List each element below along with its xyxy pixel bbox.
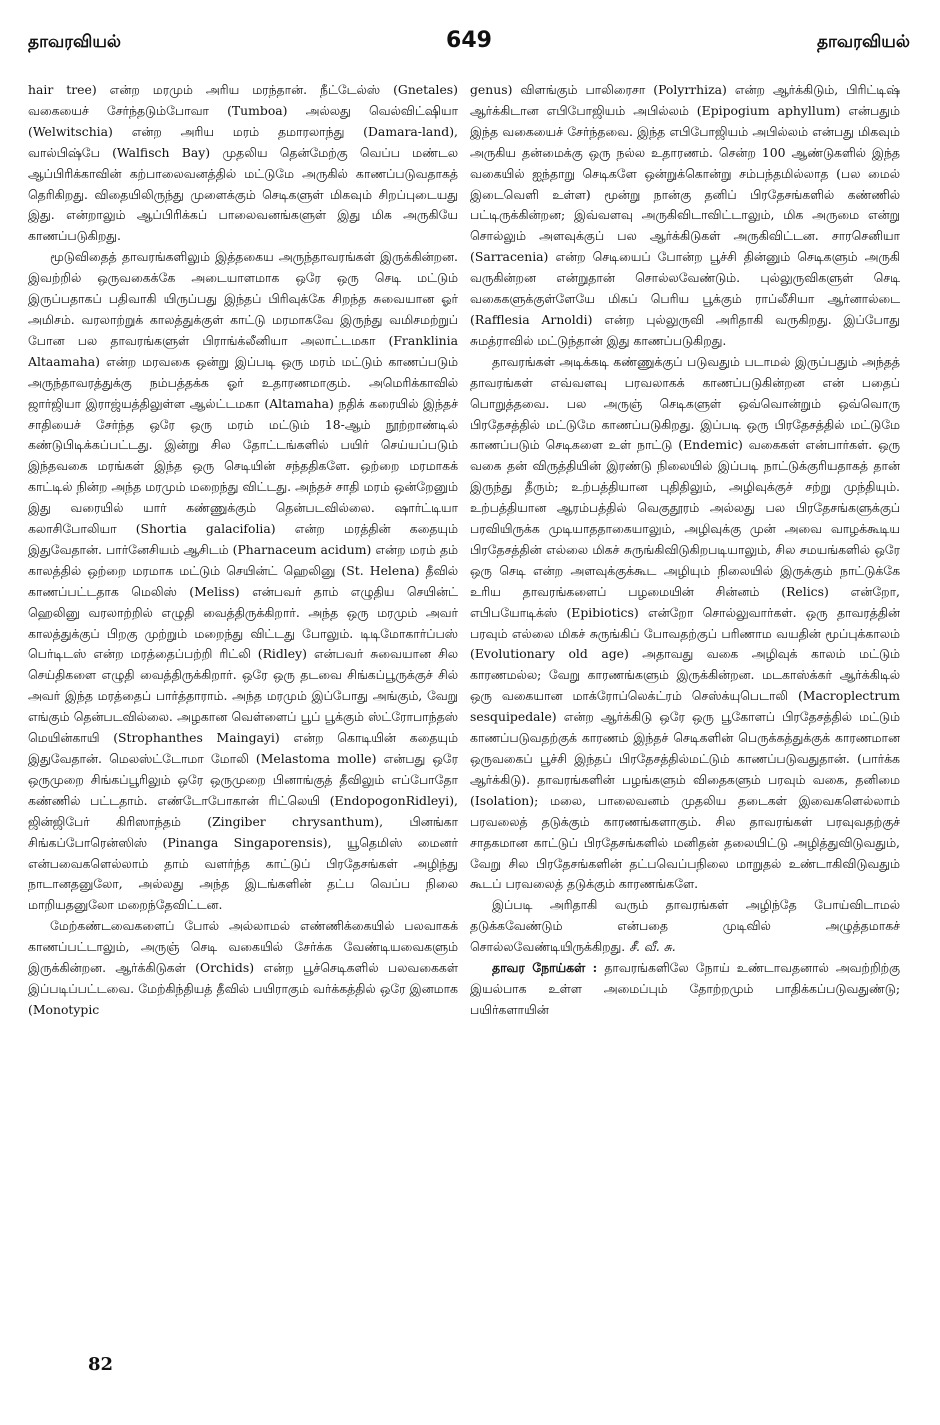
paragraph-text: தாவரங்களிலே நோய் உண்டாவதனால் அவற்றிற்கு இயல்பாக உள்ள அமைப்பும் தோற்றமும் பாதிக்கப்படுவதுண்டு; பயிர்களாயின் (470, 960, 900, 1017)
paragraph: தாவரங்கள் அடிக்கடி கண்ணுக்குப் படுவதும் படாமல் இருப்பதும் அந்தத் தாவரங்கள் எவ்வளவு பரவலாகக் காணப்படுகின்றன என் பதைப் பொறுத்தவை. பல அருஞ் செடிகளுள் ஒவ்வொன்றும் ஒவ்வொரு பிரதேசத்தில் மட்டுமே காணப்படுகிறது. இப்படி ஒரு பிரதேசத்தில் மட்டுமே காணப்படும் செடிகளை உள் நாட்டு (Endemic) வகைகள் என்பார்கள். ஒரு வகை தன் விருத்தியின் இரண்டு நிலையில் இப்படி நாட்டுக்குரியதாகத் தான் இருந்து தீரும்; உற்பத்தியான புதிதிலும், அழிவுக்குச் சற்று முந்தியும். உற்பத்தியான ஆரம்பத்தில் வெகுதூரம் அல்லது பல பிரதேசங்களுக்குப் பரவியிருக்க முடியாததாகையாலும், அழிவுக்கு முன் அவை வாழக்கூடிய பிரதேசத்தின் எல்லை மிகச் சுருங்கிவிடுகிறபடியாலும், சில சமயங்களில் ஒரே ஒரு செடி என்ற அளவுக்குக்கூட அழியும் நிலையில் இருக்கும் நாட்டுக்கே உரிய தாவரங்களைப் பழமையின் சின்னம் (Relics) என்றோ, எபிபயோடிக்ஸ் (Epibiotics) என்றோ சொல்லுவார்கள். ஒரு தாவரத்தின் பரவும் எல்லை மிகச் சுருங்கிப் போவதற்குப் பரிணாம வயதின் மூப்புக்காலம் (Evolutionary old age) அதாவது வகை அழிவுக் காலம் மட்டும் காரணமல்ல; வேறு காரணங்களும் இருக்கின்றன. மடகாஸ்க்கர் ஆர்க்கிடில் ஒரு வகையான மாக்ரோப்லெக்ட்ரம் செஸ்க்யுபெடாலி (Macroplectrum sesquipedale) என்ற ஆர்க்கிடு ஒரே ஒரு பூகோளப் பிரதேசத்தில் மட்டும் காணப்படுவதற்குக் காரணம் இந்தச் செடிகளின் பெருக்கத்துக்குக் காரணமான ஒருவகைப் பூச்சி இந்தப் பிரதேசத்தில்மட்டும் காணப்படுவதுதான். (பார்க்க ஆர்க்கிடு). தாவரங்களின் பழங்களும் விதைகளும் பரவும் வகை, தனிமை (Isolation); மலை, பாலைவனம் முதலிய தடைகள் இவைகளெல்லாம் பரவலைத் தடுக்கும் காரணங்களாகும். சில தாவரங்கள் பரவுவதற்குச் சாதகமான காட்டுப் பிரதேசங்களில் மனிதன் தலையிட்டு அழித்துவிடுவதும், வேறு சில பிரதேசங்களின் தட்பவெப்பநிலை மாறுதல் உண்டாகிவிடுவதும் கூடப் பரவலைத் தடுக்கும் காரணங்களே. (470, 353, 900, 892)
running-title-right: தாவரவியல் (816, 32, 910, 52)
page-header (28, 28, 910, 62)
paragraph: மேற்கண்டவைகளைப் போல் அல்லாமல் எண்ணிக்கையில் பலவாகக் காணப்பட்டாலும், அருஞ் செடி வகையில் சேர்க்க வேண்டியவைகளும் இருக்கின்றன. ஆர்க்கிடுகள் (Orchids) என்ற பூச்செடிகளில் பலவகைகள் இப்படிப்பட்டவை. மேற்கிந்தியத் தீவில் பயிராகும் வர்க்கத்தில் ஒரே இனமாக (Monotypic (28, 918, 458, 1017)
left-text-column (28, 80, 458, 1350)
entry-heading: தாவர நோய்கள் : (492, 960, 598, 976)
paragraph: hair tree) என்ற மரமும் அரிய மரந்தான். நீட்டேல்ஸ் (Gnetales) வகையைச் சேர்ந்தடும்போவா (Tumboa) அல்லது வெல்விட்ஷியா (Welwitschia) என்ற அரிய மரம் தமாரலாந்து (Damara-land), வால்பிஷ்பே (Walfisch Bay) முதலிய தென்மேற்கு வெப்ப மண்டல ஆப்பிரிக்காவின் கற்பாலைவனத்தில் மட்டுமே அருகில் காணப்படுவதாகத் தெரிகிறது. விதையிலிருந்து முளைக்கும் செடிகளுள் மிகவும் சிறப்புடையது இது. என்றாலும் ஆப்பிரிக்கப் பாலைவனங்களுள் இது மிக அருகியே காணப்படுகிறது. (28, 82, 458, 244)
paragraph: genus) விளங்கும் பாலிரைசா (Polyrrhiza) என்ற ஆர்க்கிடும், பிரிட்டிஷ் ஆர்க்கிடான எபிபோஜியம் அபில்லம் (Epipogium aphyllum) என்பதும் இந்த வகையைச் சேர்ந்தவை. இந்த எபிபோஜியம் அபில்லம் என்பது மிகவும் அருகிய தன்மைக்கு ஒரு நல்ல உதாரணம். சென்ற 100 ஆண்டுகளில் இந்த வகையில் ஐந்தாறு செடிகளே ஒன்றுக்கொன்று சம்பந்தமில்லாத (பல மைல் இடைவெளி உள்ள) மூன்று நான்கு தனிப் பிரதேசங்களில் கண்ணில் பட்டிருக்கின்றன; இவ்வளவு அருகிவிடாவிட்டாலும், மிக அருமை என்று சொல்லும் அளவுக்குப் பல ஆர்க்கிடுகள் அருகிவிட்டன. சாரசெனியா (Sarracenia) என்ற செடியைப் போன்ற பூச்சி தின்னும் செடிகளும் அருகி வருகின்றன என்றுதான் சொல்லவேண்டும். புல்லுருவிகளுள் செடி வகைகளுக்குள்ளேயே மிகப் பெரிய பூக்கும் ராப்லீசியா ஆர்னால்டை (Rafflesia Arnoldi) என்ற புல்லுருவி அரிதாகி வருகிறது. இப்போது சுமத்ராவில் மட்டுந்தான் இது காணப்படுகிறது. (470, 82, 900, 348)
running-title-left: தாவரவியல் (28, 32, 122, 52)
paragraph: மூடுவிதைத் தாவரங்களிலும் இத்தகைய அருந்தாவரங்கள் இருக்கின்றன. இவற்றில் ஒருவகைக்கே அடையாளமாக ஒரே ஒரு செடி மட்டும் இருப்பதாகப் பதிவாகி யிருப்பது இந்தப் பிரிவுக்கே சிறந்த சுவையான ஓர் அமிசம். வரலாற்றுக் காலத்துக்குள் காட்டு மரமாகவே இருந்து வமிசமற்றுப் போன பல தாவரங்களுள் பிராங்க்லீனியா அலாட்டமகா (Franklinia Altaamaha) என்ற மரவகை ஒன்று இப்படி ஒரு மரம் மட்டும் காணப்படும் அருந்தாவரத்துக்கு நம்பத்தக்க ஓர் உதாரணமாகும். அமெரிக்காவில் ஜார்ஜியா இராஜ்யத்திலுள்ள ஆல்ட்டமகா (Altamaha) நதிக் கரையில் இந்தச் சாதியைச் சேர்ந்த ஒரே ஒரு மரம் மட்டும் 18-ஆம் நூற்றாண்டில் கண்டுபிடிக்கப்பட்டது. இன்று சில தோட்டங்களில் பயிர் செய்யப்படும் இந்தவகை மரங்கள் இந்த ஒரு செடியின் சந்ததிகளே. ஒற்றை மரமாகக் காட்டில் நின்ற அந்த மரமும் மறைந்து விட்டது. அந்தச் சாதி மரம் ஒன்றேனும் இது வரையில் யார் கண்ணுக்கும் தென்படவில்லை. ஷார்ட்டியா கலாசிபோலியா (Shortia galacifolia) என்ற மரத்தின் கதையும் இதுவேதான். பார்னேசியம் ஆசிடம் (Pharnaceum acidum) என்ற மரம் தம் காலத்தில் ஒற்றை மரமாக மட்டும் செயின்ட் ஹெலினு (St. Helena) தீவில் காணப்பட்டதாக மெலிஸ் (Meliss) என்பவர் தாம் எழுதிய செயின்ட் ஹெலினு வரலாற்றில் எழுதி வைத்திருக்கிறார். அந்த ஒரு மரமும் அவர் காலத்துக்குப் பிறகு முற்றும் மறைந்து விட்டது போலும். டிடிமோகார்ப்பஸ் பெர்டிடஸ் என்ற மரத்தைப்பற்றி ரிட்லி (Ridley) என்பவர் சுவையான சில செய்திகளை எழுதி வைத்திருக்கிறார். ஒரே ஒரு தடவை சிங்கப்பூருக்குச் சில் அவர் இந்த மரத்தைப் பார்த்தாராம். அந்த மரமும் இப்போது அங்கும், வேறு எங்கும் தென்படவில்லை. அழகான வெள்ளைப் பூப் பூக்கும் ஸ்ட்ரோபாந்தஸ் மெயின்காயி (Strophanthes Maingayi) என்ற கொடியின் கதையும் இதுவேதான். மெலஸ்ட்டோமா மோலி (Melastoma molle) என்பது ஒரே ஒருமுறை சிங்கப்பூரிலும் ஒரே ஒருமுறை பினாங்குத் தீவிலும் எப்போதோ கண்ணில் பட்டதாம். எண்டோபோகான் ரிட்லெயி (EndopogonRidleyi), ஜின்ஜிபேர் கிரிஸாந்தம் (Zingiber chrysanthum), பினங்கா சிங்கப்போரென்ஸிஸ் (Pinanga Singaporensis), யூதெமிஸ் மைனர் என்பவைகளெல்லாம் தாம் வளர்ந்த காட்டுப் பிரதேசங்கள் அழிந்து நாடானதனுலோ, அல்லது அந்த இடங்களின் தட்ப வெப்ப நிலை மாறியதனுலோ மறைந்தேவிட்டன. (28, 249, 458, 913)
paragraph-with-signature (470, 895, 900, 958)
entry-paragraph (470, 958, 900, 1021)
author-signature: சீ. வீ. சு. (629, 939, 676, 955)
right-text-column (470, 80, 900, 1350)
paragraph-text: இப்படி அரிதாகி வரும் தாவரங்கள் அழிந்தே போய்விடாமல் தடுக்கவேண்டும் என்பதை முடிவில் அழுத்தமாகச் சொல்லவேண்டியிருக்கிறது. (470, 897, 900, 955)
page-number: 649 (446, 28, 492, 53)
signature-mark: 82 (88, 1354, 114, 1375)
